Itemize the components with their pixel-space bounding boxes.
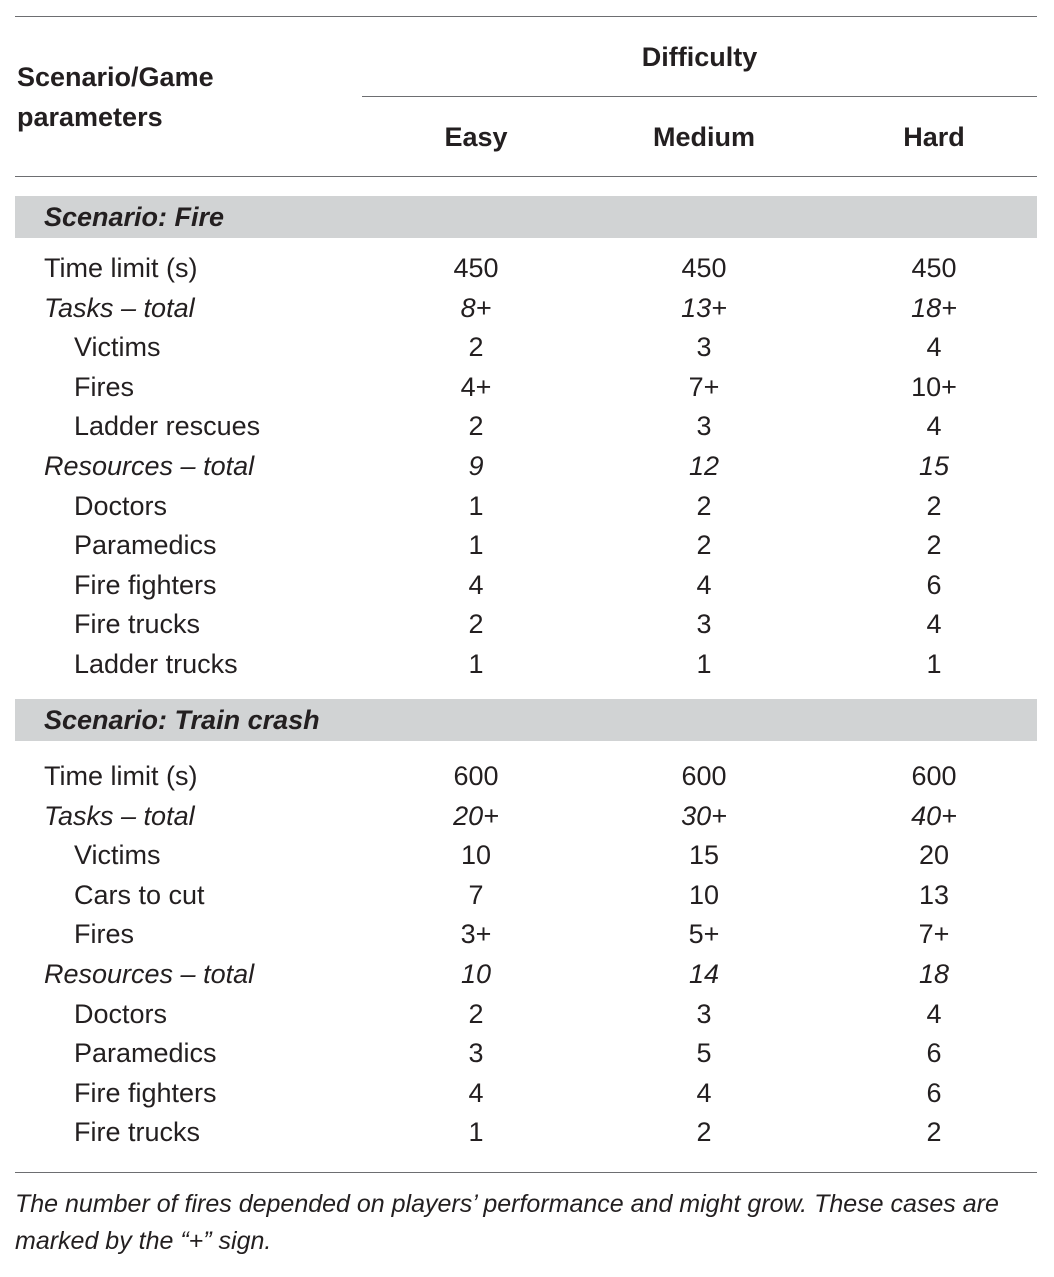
table-row (0, 1033, 1054, 1073)
row-label: Time limit (s) (44, 253, 198, 283)
row-label: Doctors (74, 490, 168, 521)
header-subrule (362, 96, 1037, 97)
cell-value: 6 (926, 569, 942, 600)
section-title: Scenario: Fire (44, 202, 225, 232)
table-row (0, 288, 1054, 328)
cell-value: 9 (468, 451, 484, 481)
row-label: Fire trucks (74, 609, 201, 640)
row-label: Fires (74, 919, 134, 950)
table-row (0, 248, 1054, 288)
cell-value: 3 (696, 411, 712, 442)
table-row (0, 756, 1054, 796)
difficulty-header: Difficulty (641, 42, 758, 72)
table-row (0, 1073, 1054, 1113)
cell-value: 4 (468, 1077, 484, 1108)
cell-value: 4 (696, 1077, 712, 1108)
cell-value: 4 (926, 332, 942, 363)
table-row (0, 565, 1054, 605)
cell-value: 14 (688, 959, 720, 989)
cell-value: 5+ (688, 919, 720, 950)
cell-value: 2 (468, 998, 484, 1029)
column-header-easy: Easy (444, 122, 508, 152)
table-row (0, 525, 1054, 565)
cell-value: 40+ (911, 800, 957, 831)
cell-value: 1 (468, 649, 484, 679)
row-label: Resources – total (44, 959, 255, 989)
cell-value: 2 (696, 1117, 712, 1148)
cell-value: 6 (926, 1077, 942, 1108)
cell-value: 5 (696, 1038, 712, 1069)
table-row (0, 875, 1054, 915)
cell-value: 8+ (460, 292, 492, 323)
cell-value: 3 (696, 609, 712, 640)
cell-value: 6 (926, 1038, 942, 1069)
cell-value: 1 (468, 1117, 484, 1148)
cell-value: 600 (911, 761, 957, 791)
column-header-medium: Medium (652, 122, 755, 152)
row-label: Paramedics (74, 1038, 217, 1069)
row-label-header: Scenario/Game parameters (17, 62, 214, 132)
row-label: Victims (74, 840, 161, 871)
cell-value: 2 (696, 490, 712, 521)
row-label: Resources – total (44, 451, 255, 481)
cell-value: 1 (468, 530, 484, 561)
row-label: Doctors (74, 998, 168, 1029)
cell-value: 18+ (911, 292, 957, 323)
cell-value: 4+ (460, 371, 492, 402)
cell-value: 20 (918, 840, 950, 871)
table-row (0, 914, 1054, 954)
cell-value: 7+ (688, 371, 720, 402)
cell-value: 450 (911, 253, 957, 283)
row-label: Time limit (s) (44, 761, 198, 791)
table-row (0, 954, 1054, 994)
top-rule (15, 16, 1037, 17)
row-label: Ladder trucks (74, 649, 238, 679)
cell-value: 4 (926, 609, 942, 640)
cell-value: 4 (468, 569, 484, 600)
section-header (15, 699, 1037, 741)
cell-value: 7 (468, 879, 484, 910)
cell-value: 1 (926, 649, 942, 679)
cell-value: 3+ (460, 919, 492, 950)
cell-value: 13 (918, 879, 950, 910)
row-label: Fire fighters (74, 569, 217, 600)
cell-value: 1 (468, 490, 484, 521)
cell-value: 2 (926, 490, 942, 521)
row-label: Victims (74, 332, 161, 363)
bottom-rule (15, 1172, 1037, 1173)
cell-value: 7+ (918, 919, 950, 950)
cell-value: 15 (688, 840, 720, 871)
cell-value: 4 (926, 411, 942, 442)
cell-value: 12 (688, 451, 720, 481)
header-bottom-rule (15, 176, 1037, 177)
table-row (0, 327, 1054, 367)
cell-value: 10 (688, 879, 720, 910)
row-label: Tasks – total (44, 292, 195, 323)
cell-value: 30+ (681, 800, 727, 831)
table-row (0, 1112, 1054, 1152)
cell-value: 600 (681, 761, 727, 791)
cell-value: 4 (696, 569, 712, 600)
table-row (0, 406, 1054, 446)
cell-value: 18 (918, 959, 950, 989)
table-row (0, 994, 1054, 1034)
row-label: Cars to cut (74, 879, 205, 910)
row-label: Tasks – total (44, 800, 195, 831)
cell-value: 10 (460, 840, 492, 871)
cell-value: 3 (696, 332, 712, 363)
cell-value: 4 (926, 998, 942, 1029)
cell-value: 3 (696, 998, 712, 1029)
table-footnote: The number of fires depended on players’ performance and might grow. These cases are marked by the “+” sign. (15, 1190, 999, 1255)
table-row (0, 486, 1054, 526)
table-row (0, 604, 1054, 644)
table-row (0, 446, 1054, 486)
table-row (0, 644, 1054, 684)
cell-value: 10 (460, 959, 492, 989)
cell-value: 2 (468, 609, 484, 640)
cell-value: 3 (468, 1038, 484, 1069)
cell-value: 1 (696, 649, 712, 679)
cell-value: 2 (926, 1117, 942, 1148)
table-row (0, 367, 1054, 407)
cell-value: 13+ (681, 292, 727, 323)
cell-value: 2 (696, 530, 712, 561)
row-label: Fire fighters (74, 1077, 217, 1108)
cell-value: 600 (453, 761, 499, 791)
row-label: Fires (74, 371, 134, 402)
cell-value: 450 (681, 253, 727, 283)
cell-value: 15 (918, 451, 950, 481)
cell-value: 2 (468, 411, 484, 442)
section-header (15, 196, 1037, 238)
table-row (0, 796, 1054, 836)
row-label: Ladder rescues (74, 411, 261, 442)
cell-value: 20+ (453, 800, 499, 831)
section-title: Scenario: Train crash (44, 705, 320, 735)
column-header-hard: Hard (903, 122, 965, 152)
cell-value: 450 (453, 253, 499, 283)
row-label: Fire trucks (74, 1117, 201, 1148)
cell-value: 2 (926, 530, 942, 561)
cell-value: 10+ (911, 371, 957, 402)
table-row (0, 835, 1054, 875)
cell-value: 2 (468, 332, 484, 363)
row-label: Paramedics (74, 530, 217, 561)
